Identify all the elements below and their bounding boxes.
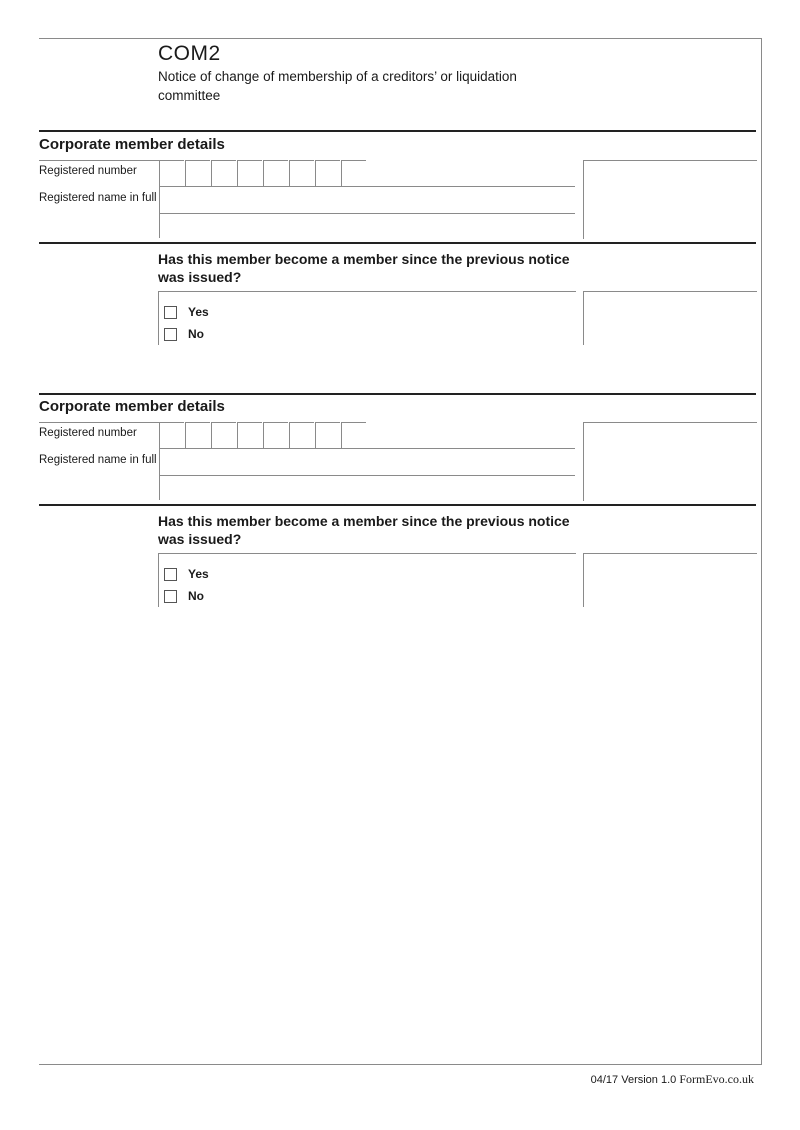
section-1-registered-name-line2[interactable]	[159, 214, 576, 238]
digit-box-1	[159, 160, 160, 186]
digit-box-5-top	[263, 422, 288, 423]
section-1-question: Has this member become a member since the previous notice was issued?	[158, 251, 570, 285]
digit-box-5-top	[263, 160, 288, 161]
section-2-question-rule	[39, 504, 756, 506]
digit-box-4-top	[237, 160, 262, 161]
section-1-answer-guidance-box	[583, 291, 757, 345]
digit-box-2	[185, 422, 186, 448]
section-1-yes-label: Yes	[188, 305, 209, 319]
digit-box-1-top	[159, 160, 184, 161]
section-2-registered-name-label: Registered name in full	[39, 454, 157, 466]
section-2-guidance-box	[583, 422, 757, 501]
digit-box-6	[289, 160, 290, 186]
digit-box-8-top	[341, 160, 366, 161]
section-1-no-checkbox[interactable]	[164, 328, 177, 341]
digit-box-7	[315, 160, 316, 186]
section-2-no-checkbox[interactable]	[164, 590, 177, 603]
section-2-yes-checkbox[interactable]	[164, 568, 177, 581]
digit-box-6	[289, 422, 290, 448]
section-2-heading: Corporate member details	[39, 398, 225, 415]
section-1-registered-number-input[interactable]	[159, 160, 367, 186]
footer	[591, 1072, 754, 1087]
section-2-heading-rule	[39, 422, 163, 423]
digit-box-8	[341, 160, 342, 186]
digit-box-7	[315, 422, 316, 448]
digit-box-6-top	[289, 160, 314, 161]
section-1-answer-box	[158, 291, 576, 345]
page-top-border	[39, 38, 761, 39]
form-title: Notice of change of membership of a creditors’ or liquidation committee	[158, 69, 517, 103]
section-1-registered-name-line1[interactable]	[159, 187, 576, 213]
digit-box-3	[211, 422, 212, 448]
digit-box-2-top	[185, 160, 210, 161]
section-2-top-rule	[39, 393, 756, 395]
section-2-registered-name-line1[interactable]	[159, 449, 576, 475]
digit-box-3-top	[211, 160, 236, 161]
section-1-heading: Corporate member details	[39, 136, 225, 153]
section-1-yes-checkbox[interactable]	[164, 306, 177, 319]
section-2-answer-box	[158, 553, 576, 607]
section-2-no-label: No	[188, 589, 204, 603]
digit-box-2-top	[185, 422, 210, 423]
digit-box-4	[237, 160, 238, 186]
digit-box-4	[237, 422, 238, 448]
digit-box-8	[341, 422, 342, 448]
digit-box-1-top	[159, 422, 184, 423]
digit-box-2	[185, 160, 186, 186]
digit-box-3-top	[211, 422, 236, 423]
section-2-registered-name-line2[interactable]	[159, 476, 576, 500]
digit-box-1	[159, 422, 160, 448]
section-1-heading-rule	[39, 160, 163, 161]
section-2-registered-number-input[interactable]	[159, 422, 367, 448]
section-2-registered-number-label: Registered number	[39, 427, 137, 439]
section-1-question-rule	[39, 242, 756, 244]
digit-box-8-top	[341, 422, 366, 423]
digit-box-5	[263, 160, 264, 186]
digit-box-7-top	[315, 422, 340, 423]
page-bottom-border	[39, 1064, 761, 1065]
section-1-top-rule	[39, 130, 756, 132]
digit-box-7-top	[315, 160, 340, 161]
form-code: COM2	[158, 42, 221, 65]
section-1-registered-name-label: Registered name in full	[39, 192, 157, 204]
section-1-guidance-box	[583, 160, 757, 239]
section-1-no-label: No	[188, 327, 204, 341]
footer-version: 04/17 Version 1.0	[590, 1074, 677, 1086]
section-2-yes-label: Yes	[188, 567, 209, 581]
section-2-question: Has this member become a member since the previous notice was issued?	[158, 513, 570, 547]
page-right-border	[761, 38, 762, 1065]
digit-box-4-top	[237, 422, 262, 423]
digit-box-5	[263, 422, 264, 448]
footer-brand: FormEvo.co.uk	[679, 1072, 754, 1086]
section-1-registered-number-label: Registered number	[39, 165, 137, 177]
digit-box-6-top	[289, 422, 314, 423]
section-2-answer-guidance-box	[583, 553, 757, 607]
digit-box-3	[211, 160, 212, 186]
